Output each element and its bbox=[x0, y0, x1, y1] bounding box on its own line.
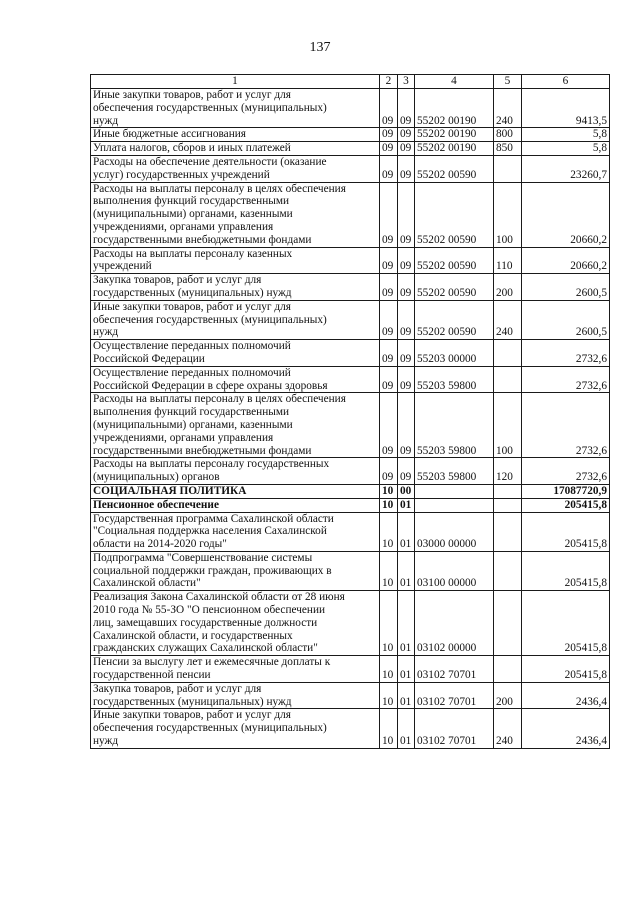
row-target-article-cell: 03000 00000 bbox=[415, 512, 494, 551]
table-row bbox=[91, 512, 610, 551]
budget-table bbox=[90, 74, 610, 749]
row-expense-type-cell bbox=[494, 512, 522, 551]
row-target-article-cell: 03100 00000 bbox=[415, 551, 494, 590]
col-header-expense-type: 5 bbox=[494, 75, 522, 89]
row-subsection-cell: 01 bbox=[398, 682, 415, 709]
row-name-cell: Осуществление переданных полномочий Российской Федерации bbox=[91, 340, 380, 367]
row-subsection-cell: 09 bbox=[398, 300, 415, 339]
row-amount-cell: 2600,5 bbox=[522, 274, 610, 301]
row-target-article-cell: 55203 59800 bbox=[415, 393, 494, 458]
row-section-cell: 09 bbox=[380, 182, 398, 247]
row-expense-type-cell: 200 bbox=[494, 682, 522, 709]
row-subsection-cell: 09 bbox=[398, 182, 415, 247]
row-target-article-cell: 55202 00190 bbox=[415, 142, 494, 156]
row-amount-cell: 205415,8 bbox=[522, 498, 610, 512]
row-target-article-cell: 03102 70701 bbox=[415, 682, 494, 709]
row-amount-cell: 205415,8 bbox=[522, 591, 610, 656]
row-subsection-cell: 01 bbox=[398, 551, 415, 590]
row-section-cell: 09 bbox=[380, 142, 398, 156]
row-subsection-cell: 09 bbox=[398, 274, 415, 301]
row-subsection-cell: 09 bbox=[398, 89, 415, 128]
row-subsection-cell: 01 bbox=[398, 498, 415, 512]
row-subsection-cell: 09 bbox=[398, 155, 415, 182]
row-amount-cell: 2436,4 bbox=[522, 682, 610, 709]
row-name-cell: Закупка товаров, работ и услуг для государственных (муниципальных) нужд bbox=[91, 274, 380, 301]
table-row bbox=[91, 498, 610, 512]
row-name-cell: Расходы на выплаты персоналу государственных (муниципальных) органов bbox=[91, 458, 380, 485]
row-target-article-cell: 55203 59800 bbox=[415, 458, 494, 485]
table-row bbox=[91, 656, 610, 683]
row-name-cell: Иные закупки товаров, работ и услуг для обеспечения государственных (муниципальных) нужд bbox=[91, 709, 380, 748]
row-amount-cell: 20660,2 bbox=[522, 247, 610, 274]
table-row bbox=[91, 300, 610, 339]
row-amount-cell: 205415,8 bbox=[522, 551, 610, 590]
row-amount-cell: 2600,5 bbox=[522, 300, 610, 339]
row-section-cell: 09 bbox=[380, 128, 398, 142]
col-header-section: 2 bbox=[380, 75, 398, 89]
row-section-cell: 10 bbox=[380, 656, 398, 683]
row-target-article-cell: 55202 00190 bbox=[415, 128, 494, 142]
row-section-cell: 09 bbox=[380, 155, 398, 182]
row-target-article-cell: 55202 00590 bbox=[415, 300, 494, 339]
header-row bbox=[91, 75, 610, 89]
row-amount-cell: 5,8 bbox=[522, 142, 610, 156]
row-target-article-cell: 55202 00590 bbox=[415, 274, 494, 301]
row-amount-cell: 5,8 bbox=[522, 128, 610, 142]
row-subsection-cell: 09 bbox=[398, 458, 415, 485]
table-row bbox=[91, 484, 610, 498]
row-name-cell: Иные бюджетные ассигнования bbox=[91, 128, 380, 142]
row-expense-type-cell: 240 bbox=[494, 89, 522, 128]
row-target-article-cell: 03102 00000 bbox=[415, 591, 494, 656]
row-expense-type-cell: 100 bbox=[494, 393, 522, 458]
row-target-article-cell bbox=[415, 484, 494, 498]
row-name-cell: Расходы на обеспечение деятельности (оказание услуг) государственных учреждений bbox=[91, 155, 380, 182]
row-expense-type-cell: 240 bbox=[494, 709, 522, 748]
row-expense-type-cell bbox=[494, 551, 522, 590]
row-subsection-cell: 01 bbox=[398, 512, 415, 551]
table-row bbox=[91, 155, 610, 182]
row-section-cell: 09 bbox=[380, 274, 398, 301]
row-target-article-cell: 55203 59800 bbox=[415, 366, 494, 393]
row-target-article-cell: 03102 70701 bbox=[415, 656, 494, 683]
table-row bbox=[91, 551, 610, 590]
row-section-cell: 10 bbox=[380, 484, 398, 498]
row-name-cell: Иные закупки товаров, работ и услуг для обеспечения государственных (муниципальных) нужд bbox=[91, 89, 380, 128]
row-amount-cell: 2436,4 bbox=[522, 709, 610, 748]
row-target-article-cell: 55202 00190 bbox=[415, 89, 494, 128]
row-amount-cell: 205415,8 bbox=[522, 656, 610, 683]
row-expense-type-cell bbox=[494, 591, 522, 656]
row-expense-type-cell: 800 bbox=[494, 128, 522, 142]
col-header-amount: 6 bbox=[522, 75, 610, 89]
row-name-cell: Расходы на выплаты персоналу казенных учреждений bbox=[91, 247, 380, 274]
row-subsection-cell: 09 bbox=[398, 340, 415, 367]
table-row bbox=[91, 340, 610, 367]
row-amount-cell: 23260,7 bbox=[522, 155, 610, 182]
row-expense-type-cell: 110 bbox=[494, 247, 522, 274]
row-section-cell: 09 bbox=[380, 300, 398, 339]
row-amount-cell: 9413,5 bbox=[522, 89, 610, 128]
row-expense-type-cell: 850 bbox=[494, 142, 522, 156]
table-row bbox=[91, 458, 610, 485]
row-name-cell: Подпрограмма "Совершенствование системы социальной поддержки граждан, проживающих в Сахалинской области" bbox=[91, 551, 380, 590]
row-expense-type-cell bbox=[494, 498, 522, 512]
row-name-cell: Иные закупки товаров, работ и услуг для обеспечения государственных (муниципальных) нужд bbox=[91, 300, 380, 339]
col-header-name: 1 bbox=[91, 75, 380, 89]
row-target-article-cell: 55202 00590 bbox=[415, 247, 494, 274]
row-section-cell: 09 bbox=[380, 89, 398, 128]
row-section-cell: 09 bbox=[380, 247, 398, 274]
row-expense-type-cell bbox=[494, 366, 522, 393]
row-section-cell: 10 bbox=[380, 591, 398, 656]
row-subsection-cell: 09 bbox=[398, 366, 415, 393]
row-subsection-cell: 00 bbox=[398, 484, 415, 498]
row-subsection-cell: 09 bbox=[398, 247, 415, 274]
row-expense-type-cell bbox=[494, 340, 522, 367]
row-name-cell: Пенсии за выслугу лет и ежемесячные доплаты к государственной пенсии bbox=[91, 656, 380, 683]
row-expense-type-cell: 100 bbox=[494, 182, 522, 247]
row-subsection-cell: 09 bbox=[398, 142, 415, 156]
row-expense-type-cell bbox=[494, 155, 522, 182]
row-amount-cell: 17087720,9 bbox=[522, 484, 610, 498]
table-row bbox=[91, 393, 610, 458]
row-section-cell: 10 bbox=[380, 498, 398, 512]
row-subsection-cell: 01 bbox=[398, 656, 415, 683]
table-row bbox=[91, 89, 610, 128]
col-header-target-article: 4 bbox=[415, 75, 494, 89]
row-expense-type-cell: 200 bbox=[494, 274, 522, 301]
row-subsection-cell: 01 bbox=[398, 709, 415, 748]
table-row bbox=[91, 142, 610, 156]
table-row bbox=[91, 274, 610, 301]
row-name-cell: Расходы на выплаты персоналу в целях обеспечения выполнения функций государственными (муниципальными) органами, казенными учреждениями, органами управления государственными внебюджетными фондами bbox=[91, 182, 380, 247]
table-row bbox=[91, 182, 610, 247]
table-row bbox=[91, 591, 610, 656]
table-body bbox=[91, 89, 610, 749]
row-section-cell: 10 bbox=[380, 682, 398, 709]
table-row bbox=[91, 366, 610, 393]
row-subsection-cell: 09 bbox=[398, 393, 415, 458]
row-section-cell: 09 bbox=[380, 458, 398, 485]
row-amount-cell: 205415,8 bbox=[522, 512, 610, 551]
row-subsection-cell: 01 bbox=[398, 591, 415, 656]
row-target-article-cell bbox=[415, 498, 494, 512]
row-expense-type-cell bbox=[494, 484, 522, 498]
row-name-cell: Расходы на выплаты персоналу в целях обеспечения выполнения функций государственными (муниципальными) органами, казенными учреждениями, органами управления государственными внебюджетными фондами bbox=[91, 393, 380, 458]
row-section-cell: 10 bbox=[380, 709, 398, 748]
row-amount-cell: 2732,6 bbox=[522, 458, 610, 485]
row-name-cell: Пенсионное обеспечение bbox=[91, 498, 380, 512]
row-expense-type-cell bbox=[494, 656, 522, 683]
row-expense-type-cell: 120 bbox=[494, 458, 522, 485]
row-expense-type-cell: 240 bbox=[494, 300, 522, 339]
row-name-cell: Государственная программа Сахалинской области "Социальная поддержка населения Сахалинской области на 2014-2020 годы" bbox=[91, 512, 380, 551]
row-name-cell: Закупка товаров, работ и услуг для государственных (муниципальных) нужд bbox=[91, 682, 380, 709]
row-target-article-cell: 03102 70701 bbox=[415, 709, 494, 748]
row-section-cell: 10 bbox=[380, 551, 398, 590]
row-section-cell: 09 bbox=[380, 366, 398, 393]
row-target-article-cell: 55202 00590 bbox=[415, 155, 494, 182]
row-amount-cell: 2732,6 bbox=[522, 340, 610, 367]
row-name-cell: Осуществление переданных полномочий Российской Федерации в сфере охраны здоровья bbox=[91, 366, 380, 393]
row-name-cell: Реализация Закона Сахалинской области от 28 июня 2010 года № 55-ЗО "О пенсионном обеспечении лиц, замещавших государственные должности Сахалинской области, и государственных гражданских служащих Сахалинской области" bbox=[91, 591, 380, 656]
col-header-subsection: 3 bbox=[398, 75, 415, 89]
table-row bbox=[91, 682, 610, 709]
row-name-cell: СОЦИАЛЬНАЯ ПОЛИТИКА bbox=[91, 484, 380, 498]
row-target-article-cell: 55202 00590 bbox=[415, 182, 494, 247]
table-row bbox=[91, 247, 610, 274]
row-amount-cell: 20660,2 bbox=[522, 182, 610, 247]
row-section-cell: 09 bbox=[380, 393, 398, 458]
row-section-cell: 10 bbox=[380, 512, 398, 551]
row-name-cell: Уплата налогов, сборов и иных платежей bbox=[91, 142, 380, 156]
row-subsection-cell: 09 bbox=[398, 128, 415, 142]
row-target-article-cell: 55203 00000 bbox=[415, 340, 494, 367]
row-amount-cell: 2732,6 bbox=[522, 393, 610, 458]
row-amount-cell: 2732,6 bbox=[522, 366, 610, 393]
table-row bbox=[91, 128, 610, 142]
table-row bbox=[91, 709, 610, 748]
page-number: 137 bbox=[309, 40, 331, 55]
row-section-cell: 09 bbox=[380, 340, 398, 367]
